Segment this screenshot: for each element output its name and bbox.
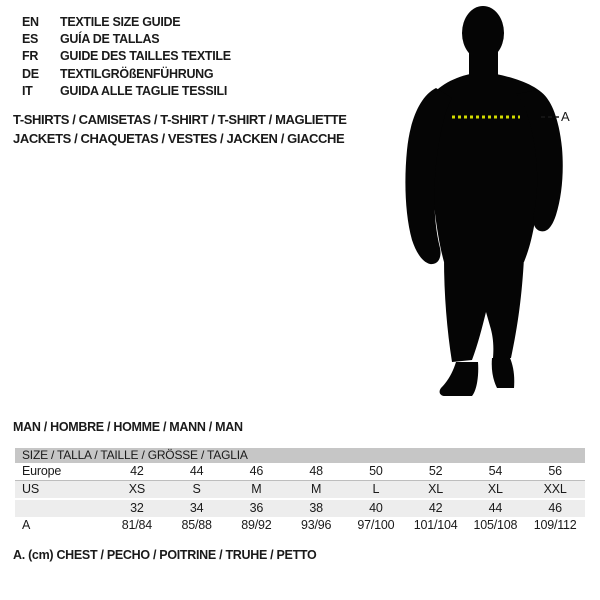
gender-section-title: MAN / HOMBRE / HOMME / MANN / MAN xyxy=(13,420,243,434)
size-cell: 81/84 xyxy=(121,518,153,532)
size-cell: M xyxy=(311,482,322,496)
size-cell: 105/108 xyxy=(473,518,518,532)
table-row-alt-sizes xyxy=(15,500,585,517)
silhouette-back-foot xyxy=(492,358,515,388)
size-cell: 44 xyxy=(488,501,503,515)
language-list xyxy=(22,14,231,100)
language-code: EN xyxy=(22,15,39,29)
category-line-jackets: JACKETS / CHAQUETAS / VESTES / JACKEN / GIACCHE xyxy=(13,131,345,146)
language-label: TEXTILGRÖßENFÜHRUNG xyxy=(60,66,214,81)
size-cell: 46 xyxy=(548,501,562,515)
size-cell: 46 xyxy=(249,464,264,478)
man-silhouette-svg xyxy=(405,4,575,400)
language-code: IT xyxy=(22,83,33,98)
size-cell: 42 xyxy=(130,464,144,478)
row-label xyxy=(15,500,107,517)
size-cell: 97/100 xyxy=(357,518,395,532)
language-row-it xyxy=(22,83,231,100)
language-label: GUIDA ALLE TAGLIE TESSILI xyxy=(60,83,228,98)
silhouette-legs xyxy=(444,258,524,362)
table-row-chest-cm xyxy=(15,517,585,534)
language-code: ES xyxy=(22,32,39,47)
size-cell: 101/104 xyxy=(413,518,458,532)
category-titles xyxy=(13,110,347,148)
size-table-header: SIZE / TALLA / TAILLE / GRÖSSE / TAGLIA xyxy=(15,448,585,463)
size-cell: 50 xyxy=(369,464,383,478)
size-cell: 89/92 xyxy=(241,518,272,532)
size-cell: 93/96 xyxy=(300,518,332,532)
size-cell: S xyxy=(192,482,201,496)
language-label: GUÍA DE TALLAS xyxy=(60,32,160,47)
row-label: A xyxy=(22,518,31,532)
category-line-tshirts: T-SHIRTS / CAMISETAS / T-SHIRT / T-SHIRT / MAGLIETTE xyxy=(13,112,347,127)
size-cell: 48 xyxy=(309,464,323,478)
size-cell: XXL xyxy=(543,482,567,496)
size-cell: 36 xyxy=(249,501,264,515)
size-cell: 42 xyxy=(428,501,443,515)
silhouette-neck xyxy=(469,44,498,78)
measurement-label-a: A xyxy=(561,109,570,124)
man-silhouette-figure xyxy=(405,4,575,400)
language-row-fr xyxy=(22,48,231,65)
size-cell: XS xyxy=(128,482,146,496)
size-cell: 52 xyxy=(428,464,443,478)
size-cell: L xyxy=(372,482,380,496)
language-label: TEXTILE SIZE GUIDE xyxy=(60,15,181,29)
size-cell: XL xyxy=(487,482,503,496)
language-label: GUIDE DES TAILLES TEXTILE xyxy=(60,49,231,64)
table-row-us xyxy=(15,481,585,500)
size-table xyxy=(15,448,585,534)
language-code: FR xyxy=(22,49,39,64)
table-row-europe xyxy=(15,463,585,481)
language-row-en xyxy=(22,14,231,31)
language-row-es xyxy=(22,31,231,48)
size-cell: 54 xyxy=(488,464,503,478)
size-cell: 109/112 xyxy=(533,518,577,532)
row-label: Europe xyxy=(22,464,62,478)
silhouette-front-foot xyxy=(440,362,479,396)
size-cell: M xyxy=(251,482,262,496)
size-cell: XL xyxy=(428,482,444,496)
size-cell: 40 xyxy=(369,501,383,515)
size-cell: 85/88 xyxy=(181,518,212,532)
size-cell: 34 xyxy=(189,501,204,515)
size-cell: 56 xyxy=(548,464,562,478)
size-cell: 32 xyxy=(130,501,144,515)
row-label: US xyxy=(22,482,39,496)
language-code: DE xyxy=(22,66,39,81)
measurement-legend: A. (cm) CHEST / PECHO / POITRINE / TRUHE / PETTO xyxy=(13,548,317,562)
language-row-de xyxy=(22,66,231,83)
size-cell: 44 xyxy=(189,464,204,478)
size-cell: 38 xyxy=(309,501,323,515)
